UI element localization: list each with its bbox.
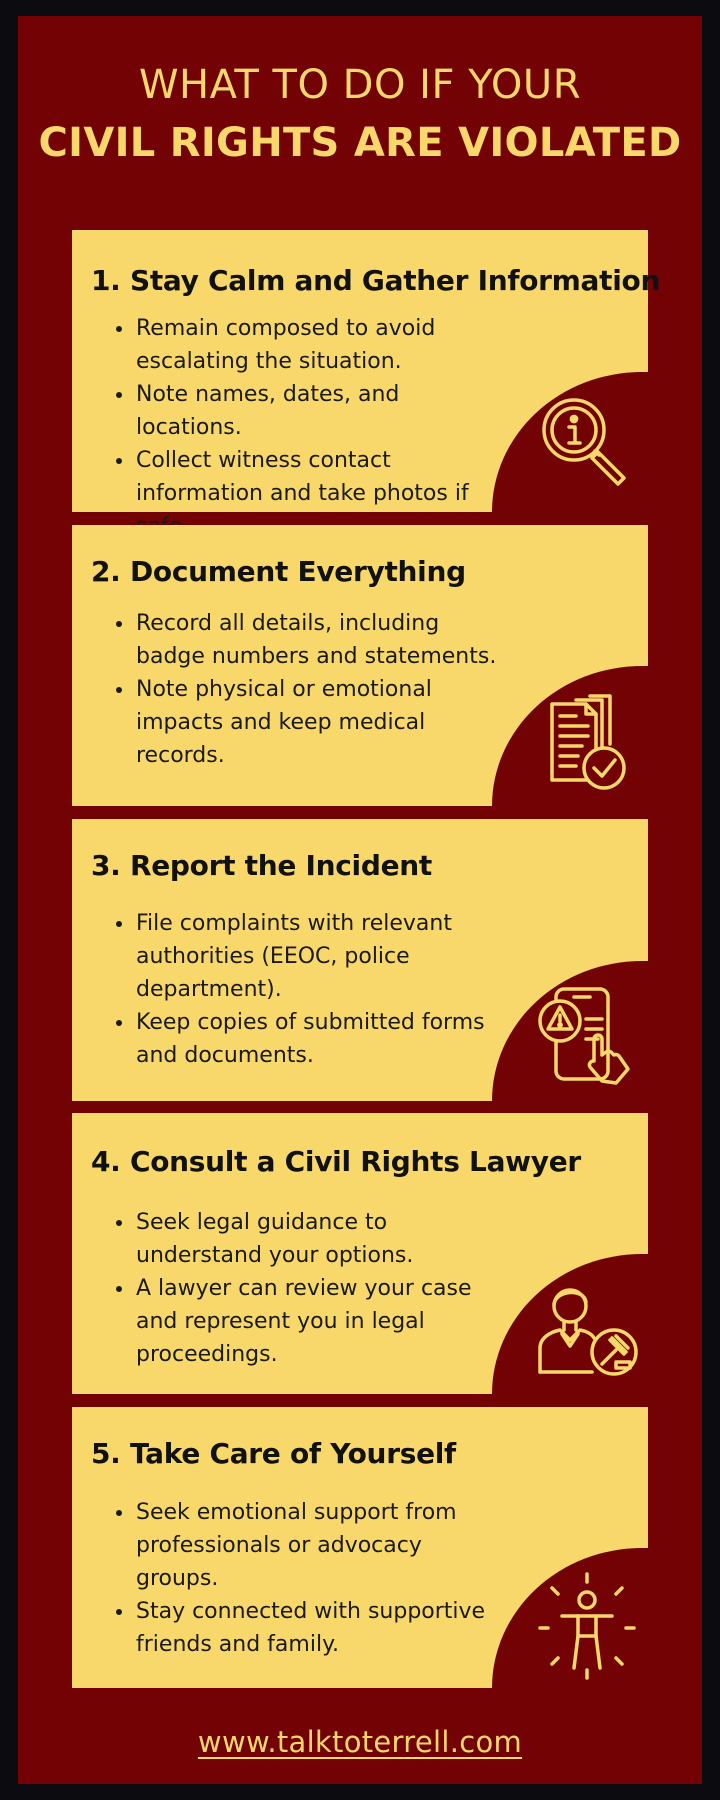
step-bullet-list [114,907,504,1072]
step-bullet-list [114,1496,504,1661]
step-title: 1. Stay Calm and Gather Information [91,264,661,297]
step-bullet-list [114,312,504,543]
list-item: Keep copies of submitted forms and documents. [114,1006,504,1072]
lawyer-gavel-icon [532,1276,642,1386]
website-link[interactable]: www.talktoterrell.com [197,1725,523,1759]
step-card-3 [72,819,648,1101]
step-card-5 [72,1407,648,1688]
list-item: Stay connected with supportive friends and family. [114,1595,504,1661]
list-item: Seek emotional support from professionals or advocacy groups. [114,1496,504,1595]
list-item: Collect witness contact information and take photos if [114,444,504,543]
person-radiant-icon [532,1570,642,1680]
step-card-4 [72,1113,648,1394]
list-item: Note names, dates, and locations. [114,378,504,444]
list-item: File complaints with relevant authorities (EEOC, police department). [114,907,504,1006]
list-item: Note physical or emotional impacts and keep medical records. [114,673,504,772]
step-title: 5. Take Care of Yourself [91,1437,456,1470]
list-item: A lawyer can review your case and represent you in legal proceedings. [114,1272,504,1371]
step-bullet-list [114,1206,504,1371]
title-line-2: CIVIL RIGHTS ARE VIOLATED [38,120,682,166]
phone-alert-icon [532,983,642,1093]
list-item: Remain composed to avoid escalating the situation. [114,312,504,378]
title-line-1: WHAT TO DO IF YOUR [139,62,581,108]
list-item: Seek legal guidance to understand your options. [114,1206,504,1272]
magnifier-info-icon [532,394,642,504]
list-item: Record all details, including badge numbers and statements. [114,607,504,673]
step-title: 2. Document Everything [91,555,466,588]
step-title: 3. Report the Incident [91,849,432,882]
step-card-2 [72,525,648,806]
step-bullet-list [114,607,504,772]
step-card-1 [72,230,661,512]
document-check-icon [532,688,642,798]
step-title: 4. Consult a Civil Rights Lawyer [91,1145,581,1178]
